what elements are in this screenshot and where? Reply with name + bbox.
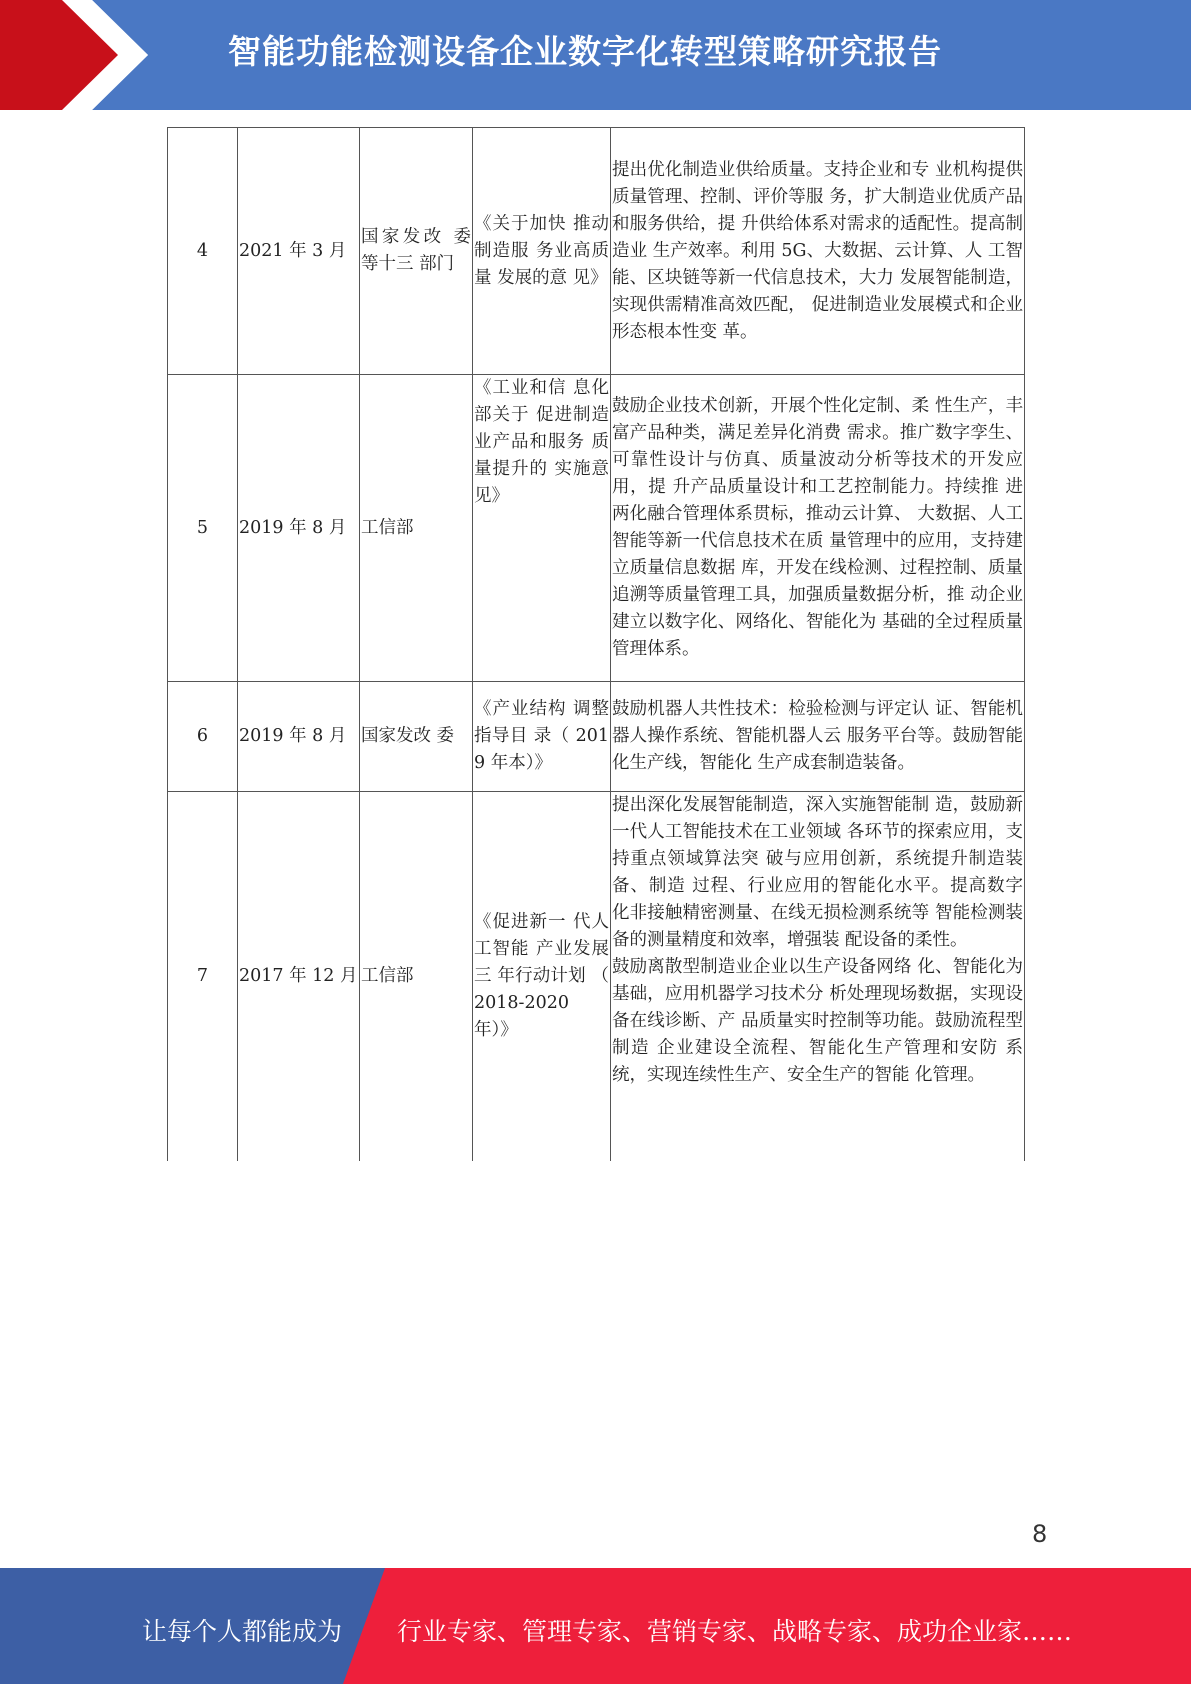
issuing-department: 工信部 bbox=[360, 792, 473, 1161]
row-number: 6 bbox=[168, 682, 238, 792]
policy-content: 提出优化制造业供给质量。支持企业和专 业机构提供质量管理、控制、评价等服 务，扩大制造业优质产品和服务供给，提 升供给体系对需求的适配性。提高制造业 生产效率。利用 5G、大数据、云计算、人 工智能、区块链等新一代信息技术，大力 发展智能制造，实现供需精准高效匹配， 促进制造业发展模式和企业形态根本性变 革。 bbox=[611, 128, 1025, 375]
issuing-department: 工信部 bbox=[360, 375, 473, 682]
row-number: 4 bbox=[168, 128, 238, 375]
row-number: 7 bbox=[168, 792, 238, 1161]
row-number: 5 bbox=[168, 375, 238, 682]
issuing-department: 国家发改 委等十三 部门 bbox=[360, 128, 473, 375]
release-date: 2021 年 3 月 bbox=[238, 128, 360, 375]
policy-content bbox=[611, 792, 1025, 1161]
red-chevron-decoration bbox=[0, 0, 150, 110]
policy-content: 鼓励企业技术创新，开展个性化定制、柔 性生产，丰富产品种类，满足差异化消费 需求。推广数字孪生、可靠性设计与仿真、质量波动分析等技术的开发应用，提 升产品质量设计和工艺控制能力。持续推 进两化融合管理体系贯标，推动云计算、 大数据、人工智能等新一代信息技术在质 量管理中的应用，支持建立质量信息数据 库，开发在线检测、过程控制、质量追溯等质量管理工具，加强质量数据分析，推 动企业建立以数字化、网络化、智能化为 基础的全过程质量管理体系。 bbox=[611, 375, 1025, 682]
policy-document: 《关于加快 推动制造服 务业高质量 发展的意 见》 bbox=[473, 128, 611, 375]
report-title: 智能功能检测设备企业数字化转型策略研究报告 bbox=[228, 32, 942, 71]
footer-slogan-right: 行业专家、管理专家、营销专家、战略专家、成功企业家…… bbox=[397, 1617, 1073, 1646]
table-row bbox=[168, 375, 1025, 682]
policy-table-container bbox=[167, 127, 1024, 1161]
page-footer bbox=[0, 1568, 1191, 1684]
policy-document: 《产业结构 调整指导目 录（ 2019 年本）》 bbox=[473, 682, 611, 792]
table-row bbox=[168, 792, 1025, 1161]
table-row bbox=[168, 682, 1025, 792]
policy-document: 《工业和信 息化部关于 促进制造业产品和服务 质量提升的 实施意见》 bbox=[473, 375, 611, 682]
issuing-department: 国家发改 委 bbox=[360, 682, 473, 792]
page-header bbox=[0, 0, 1191, 110]
release-date: 2019 年 8 月 bbox=[238, 375, 360, 682]
table-row bbox=[168, 128, 1025, 375]
content-paragraph: 鼓励离散型制造业企业以生产设备网络 化、智能化为基础，应用机器学习技术分 析处理现场数据，实现设备在线诊断、产 品质量实时控制等功能。鼓励流程型制造 企业建设全流程、智能化生产管理和安防 系统，实现连续性生产、安全生产的智能 化管理。 bbox=[612, 957, 1023, 1085]
content-paragraph: 提出深化发展智能制造，深入实施智能制 造，鼓励新一代人工智能技术在工业领域 各环节的探索应用，支持重点领域算法突 破与应用创新，系统提升制造装备、制造 过程、行业应用的智能化水平。提高数字 化非接触精密测量、在线无损检测系统等 智能检测装备的测量精度和效率，增强装 配设备的柔性。 bbox=[612, 795, 1023, 950]
page-number: 8 bbox=[1032, 1520, 1048, 1548]
footer-slogan-left: 让每个人都能成为 bbox=[142, 1617, 343, 1646]
policy-document: 《促进新一 代人工智能 产业发展三 年行动计划 （ 2018-2020 年）》 bbox=[473, 792, 611, 1161]
release-date: 2017 年 12 月 bbox=[238, 792, 360, 1161]
policy-content: 鼓励机器人共性技术：检验检测与评定认 证、智能机器人操作系统、智能机器人云 服务平台等。鼓励智能化生产线，智能化 生产成套制造装备。 bbox=[611, 682, 1025, 792]
policy-table bbox=[167, 127, 1025, 1161]
release-date: 2019 年 8 月 bbox=[238, 682, 360, 792]
